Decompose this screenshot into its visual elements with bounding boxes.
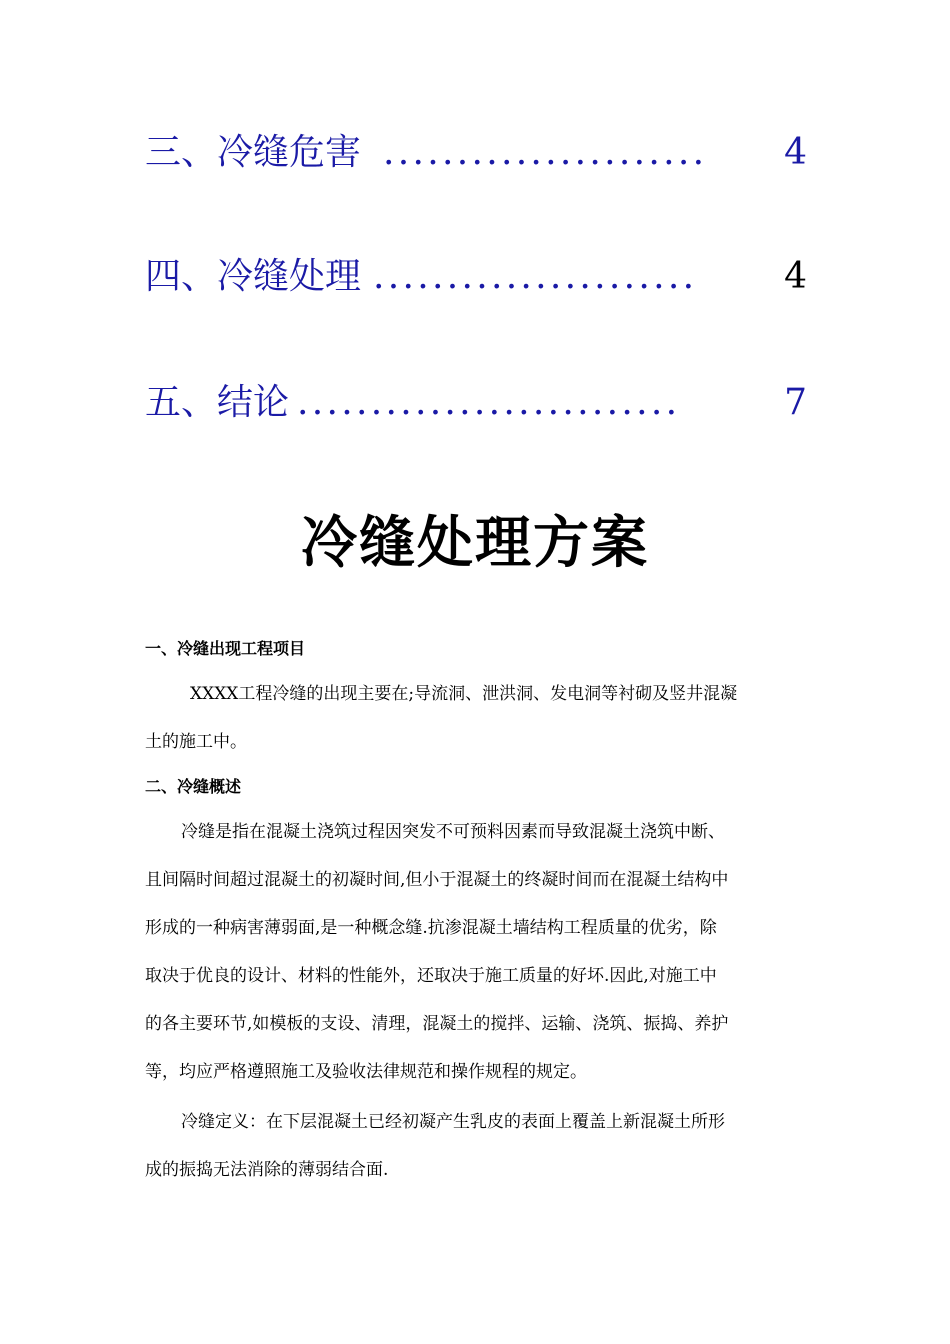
toc-entry-title: 五、结论 [145,382,290,423]
paragraph-line: 冷缝定义：在下层混凝土已经初凝产生乳皮的表面上覆盖上新混凝土所形 [181,1112,725,1132]
toc-page-number: 4 [784,132,807,173]
toc-entry-treatment[interactable] [145,252,807,302]
paragraph-line: 土的施工中。 [145,732,247,752]
section-heading-project: 一、冷缝出现工程项目 [145,639,306,658]
paragraph-line: 的各主要环节,如模板的支设、清理，混凝土的搅拌、运输、浇筑、振捣、养护 [145,1014,729,1034]
document-title: 冷缝处理方案 [301,510,649,576]
toc-page-number: 7 [784,382,807,423]
paragraph [145,808,807,1096]
paragraph-line: 成的振捣无法消除的薄弱结合面. [145,1160,389,1180]
toc-leader-dots: ...................... [383,132,708,173]
toc-page-number: 4 [784,256,807,297]
paragraph-line: 形成的一种病害薄弱面,是一种概念缝.抗渗混凝土墙结构工程质量的优劣，除 [145,918,717,938]
toc-leader-dots: ...................... [373,256,698,297]
paragraph-line: 取决于优良的设计、材料的性能外，还取决于施工质量的好坏.因此,对施工中 [145,966,717,986]
toc-entry-title: 四、冷缝处理 [145,256,362,297]
toc-entry-hazards[interactable] [145,128,807,178]
paragraph [145,1098,807,1194]
paragraph [145,670,807,766]
toc-entry-conclusion[interactable] [145,378,807,428]
toc-entry-title: 三、冷缝危害 [145,132,362,173]
paragraph-line: 冷缝是指在混凝土浇筑过程因突发不可预料因素而导致混凝土浇筑中断、 [181,822,725,842]
paragraph-line: 等，均应严格遵照施工及验收法律规范和操作规程的规定。 [145,1062,587,1082]
paragraph-line: 且间隔时间超过混凝土的初凝时间,但小于混凝土的终凝时间而在混凝土结构中 [145,870,729,890]
toc-leader-dots: .......................... [297,382,681,423]
section-heading-overview: 二、冷缝概述 [145,777,242,796]
paragraph-line: XXXX工程冷缝的出现主要在;导流洞、泄洪洞、发电洞等衬砌及竖井混凝 [190,684,738,704]
